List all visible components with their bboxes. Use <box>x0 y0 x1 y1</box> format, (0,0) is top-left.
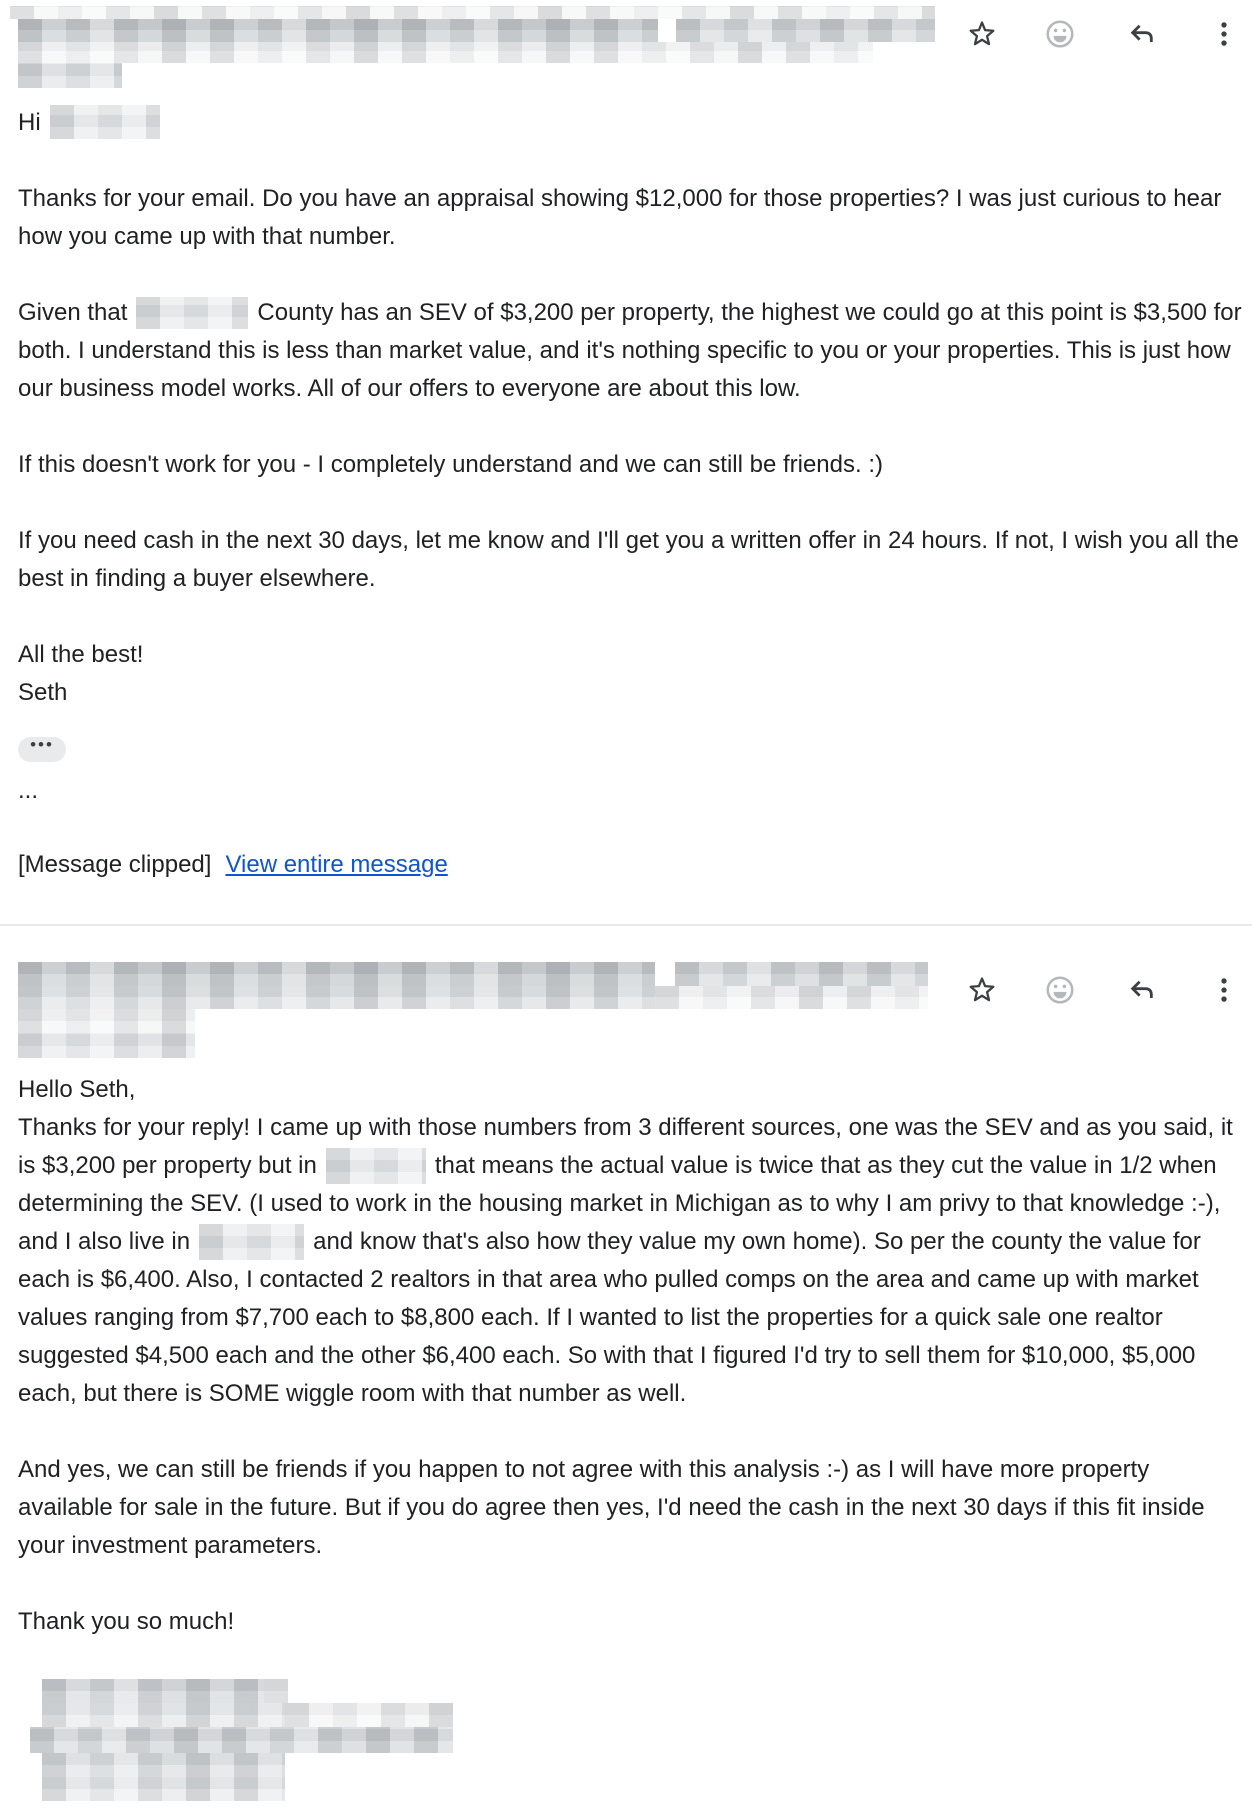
thread-divider <box>0 924 1252 926</box>
ellipsis-line <box>18 772 1250 810</box>
email-1-actions <box>0 14 1234 50</box>
paragraph-text: Given that <box>18 299 128 326</box>
paragraph-text: that means the actual value is twice that as they cut the value in 1/2 when determining the SEV. (I used to work in the housing market in Michigan as to why I am privy to that knowledge :-), and I also live in <box>18 1151 1221 1255</box>
redacted-signature-fragment <box>264 1679 288 1703</box>
paragraph-text: County has an SEV of $3,200 per property, the highest we could go at this point is $3,500 for both. I understand this is less than market value, and it's nothing specific to you or your properties. This is just how our business model works. All of our offers to everyone are about this low. <box>18 299 1242 402</box>
redacted-signature-block <box>18 1679 1250 1809</box>
star-icon[interactable] <box>966 18 998 50</box>
email-1-header <box>0 6 1234 90</box>
email-2-actions <box>0 970 1234 1006</box>
greeting-text: Hello Seth, <box>18 1075 136 1103</box>
paragraph-text: If this doesn't work for you - I completely understand and we can still be friends. :) <box>18 451 883 478</box>
greeting-text: Hi <box>18 109 41 136</box>
paragraph-text: Thanks for your email. Do you have an appraisal showing $12,000 for those properties? I was just curious to hear how you came up with that number. <box>18 185 1222 250</box>
more-options-icon[interactable] <box>1208 18 1240 50</box>
message-clipped-row <box>18 846 1250 884</box>
message-clipped-label: [Message clipped] <box>18 850 212 878</box>
email-1-body <box>0 104 1252 884</box>
email-2 <box>0 962 1252 1809</box>
reply-icon[interactable] <box>1126 18 1158 50</box>
view-entire-message-link[interactable]: View entire message <box>225 850 448 878</box>
redacted-county-name <box>136 297 248 329</box>
signoff-block <box>18 636 1250 712</box>
paragraph <box>18 294 1250 408</box>
emoji-icon[interactable] <box>1044 18 1076 50</box>
redacted-signature-line <box>42 1703 285 1727</box>
signoff-text: All the best! <box>18 641 144 668</box>
more-options-icon[interactable] <box>1208 974 1240 1006</box>
redacted-recipient-row <box>18 1009 195 1033</box>
reply-icon[interactable] <box>1126 974 1158 1006</box>
redacted-recipient-name <box>50 105 160 139</box>
email-2-header <box>0 962 1234 1058</box>
redacted-to-me <box>18 63 122 88</box>
paragraph <box>18 1071 1250 1413</box>
redacted-to-me <box>18 1033 195 1058</box>
paragraph-text: And yes, we can still be friends if you happen to not agree with this analysis :-) as I will have more property available for sale in the future. But if you do agree then yes, I'd need the cash in the next 30 days if this fit inside your investment parameters. <box>18 1455 1205 1559</box>
paragraph <box>18 1603 1250 1641</box>
redacted-signature-fragment <box>285 1703 453 1727</box>
email-1 <box>0 6 1252 884</box>
greeting-line <box>18 104 1250 142</box>
paragraph-text: and know that's also how they value my own home). So per the county the value for each is $6,400. Also, I contacted 2 realtors in that area who pulled comps on the area and came up with market values ranging from $7,700 each to $8,800 each. If I wanted to list the properties for a quick sale one realtor suggested $4,500 each and the other $6,400 each. So with that I figured I'd try to sell them for $10,000, $5,000 each, but there is SOME wiggle room with that number as well. <box>18 1227 1201 1407</box>
redacted-signature-line <box>30 1727 453 1753</box>
redacted-signature-line <box>42 1679 264 1703</box>
trimmed-dots: ••• <box>30 735 54 754</box>
show-trimmed-content-button[interactable] <box>18 737 66 762</box>
paragraph <box>18 522 1250 598</box>
redacted-state-name <box>326 1148 426 1184</box>
redacted-signature-line <box>42 1753 285 1777</box>
paragraph-text: Thanks for your reply! I came up with those numbers from 3 different sources, one was the SEV and as you said, it is $3,200 per property but in <box>18 1113 1233 1179</box>
trimmed-content-row <box>18 728 1250 772</box>
redacted-location-name <box>199 1224 304 1260</box>
paragraph <box>18 180 1250 256</box>
paragraph-text: If you need cash in the next 30 days, let me know and I'll get you a written offer in 24 hours. If not, I wish you all the best in finding a buyer elsewhere. <box>18 527 1239 592</box>
paragraph-text: Thank you so much! <box>18 1607 235 1635</box>
email-2-body <box>0 1071 1252 1809</box>
emoji-icon[interactable] <box>1044 974 1076 1006</box>
paragraph <box>18 1451 1250 1565</box>
star-icon[interactable] <box>966 974 998 1006</box>
paragraph <box>18 446 1250 484</box>
sender-signature: Seth <box>18 679 68 706</box>
redacted-signature-line <box>42 1777 285 1801</box>
ellipsis-text: ... <box>18 776 39 804</box>
